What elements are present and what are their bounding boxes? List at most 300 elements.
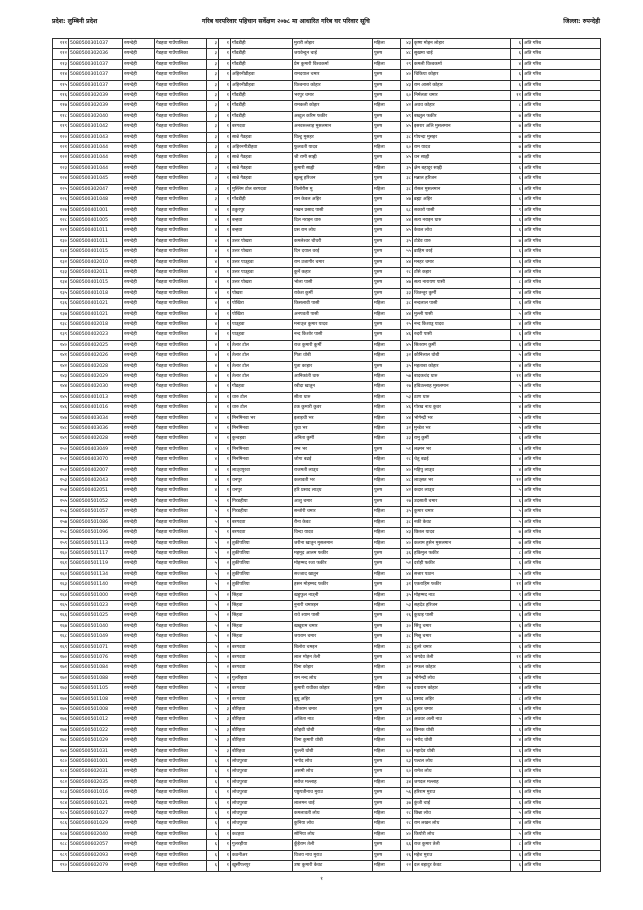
cell-head-name: श्री रामी साह्नी (293, 153, 373, 163)
cell-district: रुपन्देही (123, 153, 155, 163)
cell-relative-name: धन साह्नी (413, 153, 511, 163)
cell-age: ४४ (401, 413, 413, 423)
cell-relative-name: मोहम्मद नाउ (413, 590, 511, 600)
cell-tole: गाँवडीही (231, 59, 293, 69)
cell-ward: ४ (207, 351, 219, 361)
cell-head-name: बुधु अहिर (293, 694, 373, 704)
cell-members: ६ (511, 600, 523, 610)
cell-municipality: गैडहवा गाउँपालिका (155, 70, 207, 80)
cell-municipality: गैडहवा गाउँपालिका (155, 684, 207, 694)
cell-sub-ward: १ (219, 496, 231, 506)
cell-poverty-status: अति गरिब (523, 299, 601, 309)
cell-serial: १५१ (53, 455, 69, 465)
cell-serial: १३२ (53, 257, 69, 267)
cell-gender: पुरुष (373, 361, 401, 371)
cell-municipality: गैडहवा गाउँपालिका (155, 517, 207, 527)
table-row (53, 361, 601, 371)
cell-head-name: अनपवती पासी (293, 309, 373, 319)
cell-sub-ward: १ (219, 444, 231, 454)
cell-poverty-status: अति गरिब (523, 101, 601, 111)
cell-serial: १८७ (53, 829, 69, 839)
cell-ward: ६ (207, 840, 219, 850)
cell-gender: पुरुष (373, 694, 401, 704)
cell-relative-name: कुंजी चाई (413, 798, 511, 808)
cell-household-id: 5080500402029 (69, 372, 123, 382)
cell-head-name: कमलावती लोध (293, 809, 373, 819)
cell-sub-ward: २ (219, 538, 231, 548)
cell-tole: तेलार टोल (231, 351, 293, 361)
cell-members: ४ (511, 361, 523, 371)
cell-poverty-status: अति गरिब (523, 632, 601, 642)
cell-ward: ३ (207, 91, 219, 101)
cell-relative-name: सितराम कुर्मी (413, 340, 511, 350)
cell-poverty-status: अति गरिब (523, 580, 601, 590)
cell-age: ६६ (401, 840, 413, 850)
cell-district: रुपन्देही (123, 236, 155, 246)
cell-gender: महिला (373, 351, 401, 361)
table-row (53, 746, 601, 756)
cell-ward: ३ (207, 184, 219, 194)
cell-tole: लोधपुरवा (231, 798, 293, 808)
cell-sub-ward: १ (219, 226, 231, 236)
cell-head-name: शीतराम चमार (293, 705, 373, 715)
cell-relative-name: बादकचंद धारु (413, 372, 511, 382)
cell-members: ६ (511, 39, 523, 49)
cell-sub-ward: १ (219, 184, 231, 194)
cell-age: ६० (401, 91, 413, 101)
cell-head-name: मखन प्रसाद पासी (293, 205, 373, 215)
cell-sub-ward: १ (219, 70, 231, 80)
cell-age: ४५ (401, 226, 413, 236)
cell-ward: ५ (207, 663, 219, 673)
cell-poverty-status: अति गरिब (523, 195, 601, 205)
cell-age: ६३ (401, 757, 413, 767)
cell-municipality: गैडहवा गाउँपालिका (155, 548, 207, 558)
cell-household-id: 5080500501012 (69, 715, 123, 725)
cell-poverty-status: अति गरिब (523, 257, 601, 267)
cell-members: ११ (511, 91, 523, 101)
cell-relative-name: कियोरी लोध (413, 829, 511, 839)
cell-municipality: गैडहवा गाउँपालिका (155, 507, 207, 517)
cell-household-id: 5080500402030 (69, 382, 123, 392)
cell-municipality: गैडहवा गाउँपालिका (155, 309, 207, 319)
cell-municipality: गैडहवा गाउँपालिका (155, 153, 207, 163)
cell-poverty-status: अति गरिब (523, 309, 601, 319)
cell-poverty-status: अति गरिब (523, 548, 601, 558)
cell-ward: ५ (207, 694, 219, 704)
cell-age: ४४ (401, 569, 413, 579)
cell-district: रुपन्देही (123, 746, 155, 756)
cell-age: ४४ (401, 725, 413, 735)
cell-household-id: 5080500402023 (69, 330, 123, 340)
cell-age: ४८ (401, 49, 413, 59)
cell-sub-ward: २ (219, 621, 231, 631)
cell-serial: १४५ (53, 392, 69, 402)
cell-poverty-status: अति गरिब (523, 267, 601, 277)
cell-municipality: गैडहवा गाउँपालिका (155, 663, 207, 673)
cell-district: रुपन्देही (123, 257, 155, 267)
cell-head-name: रबीदा खातुन (293, 382, 373, 392)
cell-members: ५ (511, 392, 523, 402)
cell-poverty-status: अति गरिब (523, 538, 601, 548)
cell-serial: १११ (53, 39, 69, 49)
cell-ward: ५ (207, 569, 219, 579)
table-row (53, 184, 601, 194)
cell-gender: महिला (373, 528, 401, 538)
cell-ward: ४ (207, 372, 219, 382)
cell-district: रुपन्देही (123, 111, 155, 121)
cell-age: ३५ (401, 163, 413, 173)
cell-gender: पुरुष (373, 705, 401, 715)
cell-gender: पुरुष (373, 267, 401, 277)
cell-poverty-status: अति गरिब (523, 590, 601, 600)
cell-poverty-status: अति गरिब (523, 392, 601, 402)
cell-members: ६ (511, 247, 523, 257)
cell-serial: १२६ (53, 195, 69, 205)
cell-head-name: आशु चमार (293, 496, 373, 506)
cell-age: ३२ (401, 424, 413, 434)
cell-ward: ४ (207, 486, 219, 496)
cell-household-id: 5080500602035 (69, 777, 123, 787)
cell-serial: १४१ (53, 351, 69, 361)
cell-ward: ५ (207, 725, 219, 735)
cell-members: ९ (511, 205, 523, 215)
cell-municipality: गैडहवा गाउँपालिका (155, 850, 207, 860)
household-table (52, 38, 601, 872)
cell-members: ५ (511, 809, 523, 819)
cell-municipality: गैडहवा गाउँपालिका (155, 59, 207, 69)
cell-district: रुपन्देही (123, 767, 155, 777)
cell-age: ४६ (401, 330, 413, 340)
cell-age: ५७ (401, 372, 413, 382)
cell-head-name: रम्भ भर (293, 444, 373, 454)
cell-tole: ठकुरपुर (231, 205, 293, 215)
cell-municipality: गैडहवा गाउँपालिका (155, 247, 207, 257)
cell-tole: मुस्लिम टोल बरगदवा (231, 184, 293, 194)
cell-age: ४४ (401, 309, 413, 319)
table-row (53, 684, 601, 694)
cell-ward: ६ (207, 788, 219, 798)
cell-members: ६ (511, 611, 523, 621)
cell-tole: खुर्सीपलपुर (231, 861, 293, 871)
cell-district: रुपन्देही (123, 143, 155, 153)
cell-poverty-status: अति गरिब (523, 861, 601, 871)
cell-ward: ५ (207, 715, 219, 725)
table-row (53, 299, 601, 309)
cell-ward: ४ (207, 215, 219, 225)
cell-gender: महिला (373, 309, 401, 319)
cell-district: रुपन्देही (123, 163, 155, 173)
cell-sub-ward: ३ (219, 725, 231, 735)
cell-age: ४७ (401, 195, 413, 205)
cell-age: ६० (401, 767, 413, 777)
cell-members: ७ (511, 122, 523, 132)
cell-serial: १५५ (53, 496, 69, 506)
cell-household-id: 5080500302036 (69, 49, 123, 59)
cell-municipality: गैडहवा गाउँपालिका (155, 736, 207, 746)
cell-poverty-status: अति गरिब (523, 403, 601, 413)
cell-sub-ward: १ (219, 267, 231, 277)
table-row (53, 215, 601, 225)
cell-household-id: 5080500402018 (69, 319, 123, 329)
cell-district: रुपन्देही (123, 486, 155, 496)
cell-relative-name: भोगेन्द्री लोध (413, 673, 511, 683)
cell-tole: लोधपुरवा (231, 819, 293, 829)
cell-ward: ५ (207, 538, 219, 548)
cell-ward: ४ (207, 267, 219, 277)
cell-district: रुपन्देही (123, 132, 155, 142)
cell-district: रुपन्देही (123, 850, 155, 860)
cell-gender: महिला (373, 184, 401, 194)
table-row (53, 174, 601, 184)
cell-district: रुपन्देही (123, 715, 155, 725)
cell-sub-ward: १ (219, 528, 231, 538)
cell-tole: गाँवडीही (231, 39, 293, 49)
cell-district: रुपन्देही (123, 361, 155, 371)
cell-household-id: 5080500402010 (69, 257, 123, 267)
cell-head-name: जरीना खातुन मुसलमान (293, 538, 373, 548)
cell-household-id: 5080500402025 (69, 340, 123, 350)
cell-household-id: 5080500401005 (69, 215, 123, 225)
cell-tole: उत्तर पाउ्हवा (231, 267, 293, 277)
cell-household-id: 5080500501008 (69, 705, 123, 715)
cell-household-id: 5080500601021 (69, 798, 123, 808)
cell-head-name: विना कोहार (293, 663, 373, 673)
cell-serial: १७९ (53, 746, 69, 756)
cell-ward: ६ (207, 809, 219, 819)
cell-household-id: 5080500302040 (69, 111, 123, 121)
cell-age: ३५ (401, 236, 413, 246)
cell-poverty-status: अति गरिब (523, 486, 601, 496)
cell-gender: पुरुष (373, 247, 401, 257)
cell-household-id: 5080500501029 (69, 736, 123, 746)
table-row (53, 632, 601, 642)
cell-sub-ward: १ (219, 80, 231, 90)
cell-poverty-status: अति गरिब (523, 351, 601, 361)
cell-sub-ward: १ (219, 132, 231, 142)
cell-relative-name: कृष्ण मोहन लोहार (413, 39, 511, 49)
cell-members: ४ (511, 267, 523, 277)
cell-head-name: रामकली कोहार (293, 101, 373, 111)
cell-municipality: गैडहवा गाउँपालिका (155, 715, 207, 725)
cell-members: ६ (511, 725, 523, 735)
cell-gender: महिला (373, 538, 401, 548)
cell-age: ४१ (401, 652, 413, 662)
cell-age: ४० (401, 538, 413, 548)
cell-sub-ward: १ (219, 205, 231, 215)
cell-head-name: कुमारी साह्नी (293, 163, 373, 173)
cell-municipality: गैडहवा गाउँपालिका (155, 111, 207, 121)
cell-ward: ४ (207, 476, 219, 486)
cell-age: ४५ (401, 122, 413, 132)
cell-household-id: 5080500401013 (69, 392, 123, 402)
cell-ward: ५ (207, 632, 219, 642)
cell-age: २९ (401, 59, 413, 69)
cell-serial: १४७ (53, 413, 69, 423)
cell-relative-name: टाँसे कहार (413, 267, 511, 277)
cell-ward: ३ (207, 39, 219, 49)
cell-municipality: गैडहवा गाउँपालिका (155, 382, 207, 392)
cell-district: रुपन्देही (123, 444, 155, 454)
cell-age: ३६ (401, 705, 413, 715)
cell-tole: बन्हवा (231, 215, 293, 225)
cell-poverty-status: अति गरिब (523, 819, 601, 829)
cell-gender: महिला (373, 517, 401, 527)
cell-sub-ward: १ (219, 101, 231, 111)
cell-sub-ward: ३ (219, 705, 231, 715)
table-row (53, 257, 601, 267)
cell-sub-ward: ३ (219, 746, 231, 756)
cell-head-name: नन्द किशोर पासी (293, 330, 373, 340)
cell-household-id: 5080500301037 (69, 39, 123, 49)
cell-head-name: सरोज मल्लाह (293, 777, 373, 787)
cell-age: ४४ (401, 257, 413, 267)
cell-tole: कुन्वहवा (231, 434, 293, 444)
cell-age: ३८ (401, 517, 413, 527)
cell-sub-ward: १ (219, 850, 231, 860)
cell-members: ६ (511, 746, 523, 756)
table-row (53, 205, 601, 215)
cell-household-id: 5080500501022 (69, 725, 123, 735)
cell-district: रुपन्देही (123, 330, 155, 340)
cell-district: रुपन्देही (123, 621, 155, 631)
cell-sub-ward: ३ (219, 715, 231, 725)
cell-municipality: गैडहवा गाउँपालिका (155, 777, 207, 787)
table-row (53, 101, 601, 111)
cell-sub-ward: २ (219, 632, 231, 642)
cell-serial: १२९ (53, 226, 69, 236)
cell-age: २६ (401, 850, 413, 860)
cell-age: ४५ (401, 153, 413, 163)
cell-serial: १६८ (53, 632, 69, 642)
cell-poverty-status: अति गरिब (523, 652, 601, 662)
table-row (53, 705, 601, 715)
cell-head-name: आनिकांती धारु (293, 372, 373, 382)
cell-serial: १८१ (53, 767, 69, 777)
cell-relative-name: लाउ्सत भर (413, 476, 511, 486)
cell-members: ६ (511, 757, 523, 767)
cell-head-name: उषा कुमारी केवट (293, 861, 373, 871)
cell-poverty-status: अति गरिब (523, 465, 601, 475)
cell-district: रुपन्देही (123, 673, 155, 683)
cell-head-name: नुनारी चमारइन (293, 600, 373, 610)
cell-age: ४३ (401, 80, 413, 90)
cell-poverty-status: अति गरिब (523, 413, 601, 423)
cell-serial: १७२ (53, 673, 69, 683)
cell-age: ३५ (401, 507, 413, 517)
cell-relative-name: नकी केवट (413, 517, 511, 527)
cell-municipality: गैडहवा गाउँपालिका (155, 590, 207, 600)
cell-members: ११ (511, 652, 523, 662)
cell-relative-name: लक्ष्मन भर (413, 444, 511, 454)
cell-age: ३८ (401, 184, 413, 194)
cell-relative-name: हबिउल्लाह मुसलमान (413, 382, 511, 392)
table-row (53, 236, 601, 246)
cell-age: ४३ (401, 39, 413, 49)
cell-members: ७ (511, 632, 523, 642)
cell-serial: १७५ (53, 705, 69, 715)
cell-district: रुपन्देही (123, 663, 155, 673)
cell-gender: पुरुष (373, 122, 401, 132)
cell-relative-name: मन्नाल हरिजन (413, 174, 511, 184)
cell-district: रुपन्देही (123, 174, 155, 184)
cell-gender: पुरुष (373, 153, 401, 163)
cell-household-id: 5080500402028 (69, 434, 123, 444)
cell-tole: अहिरनीडीहवा (231, 80, 293, 90)
cell-district: रुपन्देही (123, 652, 155, 662)
cell-serial: १६२ (53, 569, 69, 579)
cell-members: ५ (511, 486, 523, 496)
cell-gender: पुरुष (373, 559, 401, 569)
cell-age: ३५ (401, 590, 413, 600)
cell-relative-name: महादेव धोबी (413, 746, 511, 756)
cell-district: रुपन्देही (123, 403, 155, 413)
cell-gender: महिला (373, 39, 401, 49)
cell-tole: सान्ने गैडहवा (231, 153, 293, 163)
cell-gender: महिला (373, 569, 401, 579)
cell-tole: तेलार टोल (231, 372, 293, 382)
cell-municipality: गैडहवा गाउँपालिका (155, 340, 207, 350)
table-row (53, 49, 601, 59)
cell-household-id: 5080500501000 (69, 590, 123, 600)
cell-district: रुपन्देही (123, 809, 155, 819)
cell-district: रुपन्देही (123, 840, 155, 850)
table-row (53, 788, 601, 798)
cell-relative-name: छिनक धोबी (413, 725, 511, 735)
cell-household-id: 5080500501040 (69, 621, 123, 631)
cell-tole: उत्तर पोखरा (231, 236, 293, 246)
table-row (53, 465, 601, 475)
cell-relative-name: रुदरी पासी (413, 330, 511, 340)
cell-ward: ५ (207, 600, 219, 610)
cell-head-name: लालमन चाई (293, 798, 373, 808)
cell-head-name: राम उजागीर चमार (293, 257, 373, 267)
cell-serial: १६५ (53, 600, 69, 610)
cell-district: रुपन्देही (123, 278, 155, 288)
cell-district: रुपन्देही (123, 757, 155, 767)
cell-municipality: गैडहवा गाउँपालिका (155, 299, 207, 309)
cell-serial: ११३ (53, 59, 69, 69)
cell-age: ६० (401, 746, 413, 756)
cell-household-id: 5080500501076 (69, 652, 123, 662)
cell-household-id: 5080500301044 (69, 163, 123, 173)
cell-sub-ward: १ (219, 278, 231, 288)
cell-ward: ४ (207, 413, 219, 423)
cell-household-id: 5080500401018 (69, 288, 123, 298)
table-row (53, 153, 601, 163)
cell-district: रुपन्देही (123, 340, 155, 350)
cell-municipality: गैडहवा गाउँपालिका (155, 486, 207, 496)
cell-members: ६ (511, 621, 523, 631)
cell-age: ३१ (401, 580, 413, 590)
cell-district: रुपन्देही (123, 299, 155, 309)
cell-district: रुपन्देही (123, 590, 155, 600)
cell-age: ३३ (401, 288, 413, 298)
cell-poverty-status: अति गरिब (523, 39, 601, 49)
cell-district: रुपन्देही (123, 184, 155, 194)
cell-serial: १२३ (53, 163, 69, 173)
cell-relative-name: सुखमा चाई (413, 49, 511, 59)
cell-ward: ५ (207, 559, 219, 569)
cell-household-id: 5080500403070 (69, 455, 123, 465)
cell-age: २७ (401, 382, 413, 392)
cell-age: ४८ (401, 476, 413, 486)
cell-poverty-status: अति गरिब (523, 777, 601, 787)
cell-tole: बरगदवा (231, 684, 293, 694)
cell-relative-name: जगदल मल्लाह (413, 777, 511, 787)
cell-members: ५ (511, 424, 523, 434)
cell-household-id: 5080500601016 (69, 788, 123, 798)
